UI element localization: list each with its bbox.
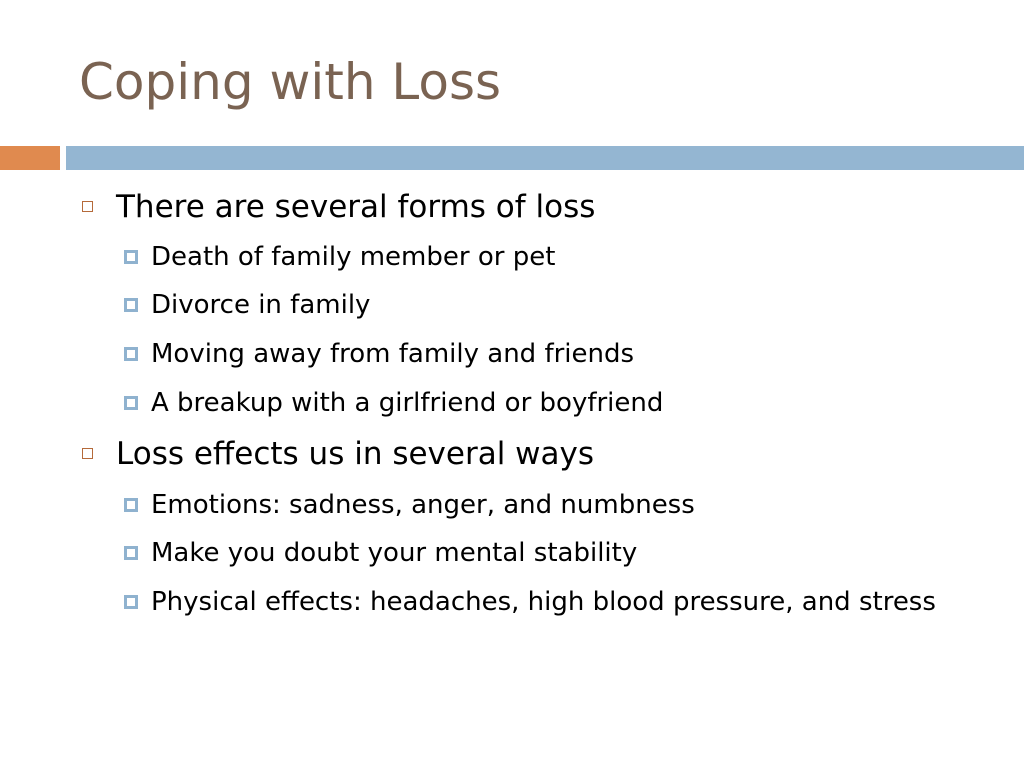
sub-bullet-text: A breakup with a girlfriend or boyfriend (151, 388, 664, 418)
square-bullet-icon (124, 595, 138, 609)
square-bullet-icon (124, 347, 138, 361)
sub-bullet-text: Divorce in family (151, 290, 371, 320)
sub-bullet-text: Emotions: sadness, anger, and numbness (151, 490, 695, 520)
slide-title: Coping with Loss (79, 53, 502, 111)
hollow-square-bullet-icon (82, 201, 93, 212)
sub-bullet-text: Moving away from family and friends (151, 339, 635, 369)
square-bullet-icon (124, 396, 138, 410)
bullet-text: There are several forms of loss (116, 189, 596, 225)
sub-bullet-text: Make you doubt your mental stability (151, 538, 638, 568)
sub-bullet-text: Physical effects: headaches, high blood pressure, and stress (151, 587, 936, 617)
square-bullet-icon (124, 546, 138, 560)
sub-bullet-text: Death of family member or pet (151, 242, 556, 272)
bullet-text: Loss effects us in several ways (116, 436, 595, 472)
hollow-square-bullet-icon (82, 448, 93, 459)
square-bullet-icon (124, 250, 138, 264)
square-bullet-icon (124, 298, 138, 312)
square-bullet-icon (124, 498, 138, 512)
